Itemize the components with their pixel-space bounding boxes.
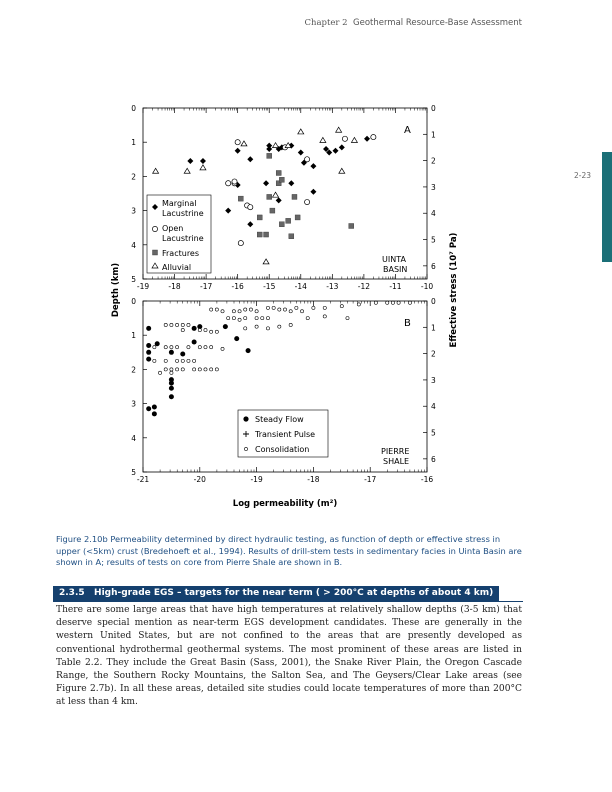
data-point-consolidation: [357, 303, 360, 306]
legend-fractures-marker: [153, 250, 158, 255]
section-heading: [53, 586, 499, 601]
legend-open-marker: [152, 226, 157, 231]
data-point-consolidation: [266, 306, 269, 309]
data-point-consolidation: [249, 308, 252, 311]
data-point-consolidation: [181, 368, 184, 371]
data-point-marginal-lacustrine: [298, 149, 304, 155]
chapter-label: Chapter 2: [304, 18, 348, 28]
data-point-steady-flow: [146, 350, 151, 355]
data-point-consolidation: [255, 325, 258, 328]
data-point-consolidation: [289, 323, 292, 326]
chapter-title: Geothermal Resource-Base Assessment: [353, 18, 522, 28]
data-point-steady-flow: [192, 340, 197, 345]
data-point-consolidation: [408, 301, 411, 304]
data-point-consolidation: [175, 346, 178, 349]
legend-steady-marker: [243, 416, 248, 421]
data-point-fractures: [292, 194, 297, 199]
data-point-consolidation: [221, 310, 224, 313]
data-point-consolidation: [255, 317, 258, 320]
data-point-consolidation: [164, 323, 167, 326]
x-axis-label: Log permeability (m²): [232, 499, 338, 509]
x-tick-label: -16: [231, 282, 244, 291]
panel-b-basin-line1: PIERRE: [381, 447, 410, 456]
data-point-fractures: [270, 208, 275, 213]
y2-tick-label: 5: [431, 235, 436, 245]
data-point-fractures: [286, 218, 291, 223]
data-point-marginal-lacustrine: [247, 221, 253, 227]
data-point-marginal-lacustrine: [266, 146, 272, 152]
y-tick-label: 1: [131, 331, 136, 341]
data-point-open-lacustrine: [304, 157, 309, 162]
data-point-consolidation: [170, 346, 173, 349]
data-point-open-lacustrine: [342, 136, 347, 141]
data-point-consolidation: [266, 317, 269, 320]
y-tick-label: 2: [131, 365, 136, 375]
y-tick-label: 4: [131, 240, 136, 250]
figure-caption: Figure 2.10b Permeability determined by direct hydraulic testing, as function of depth or effective stress in upper (<5km) crust (Bredehoeft et al., 1994). Results of drill-stem tests in sedimentary facies in Uinta Basin are shown in A; results of tests on core from Pierre Shale are shown in B.: [56, 534, 522, 568]
data-point-fractures: [264, 232, 269, 237]
panel-b-letter: B: [404, 318, 411, 329]
data-point-consolidation: [386, 301, 389, 304]
data-point-marginal-lacustrine: [263, 180, 269, 186]
x-tick-label: -18: [307, 475, 320, 484]
legend-open-line1: Open: [162, 224, 184, 233]
data-point-consolidation: [210, 346, 213, 349]
legend-marginal-line1: Marginal: [162, 199, 197, 208]
data-point-consolidation: [244, 308, 247, 311]
data-point-consolidation: [170, 323, 173, 326]
x-tick-label: -12: [357, 282, 371, 291]
y-tick-label: 1: [131, 138, 136, 148]
y2-tick-label: 3: [431, 182, 436, 192]
x-tick-label: -18: [168, 282, 181, 291]
legend-transient-label: Transient Pulse: [255, 430, 316, 439]
data-point-consolidation: [278, 325, 281, 328]
data-point-marginal-lacustrine: [310, 189, 316, 195]
data-point-consolidation: [283, 308, 286, 311]
data-point-consolidation: [193, 359, 196, 362]
data-point-steady-flow: [152, 405, 157, 410]
legend-consolidation-marker: [244, 447, 247, 450]
y2-tick-label: 0: [431, 104, 436, 113]
y-tick-label: 5: [131, 468, 136, 477]
data-point-consolidation: [278, 308, 281, 311]
x-tick-label: -11: [389, 282, 402, 291]
data-point-consolidation: [323, 315, 326, 318]
data-point-alluvial: [273, 192, 279, 197]
data-point-alluvial: [298, 129, 304, 134]
data-point-marginal-lacustrine: [364, 136, 370, 142]
data-point-steady-flow: [223, 324, 228, 329]
x-tick-label: -10: [420, 282, 434, 291]
y2-tick-label: 4: [431, 209, 436, 219]
data-point-open-lacustrine: [304, 199, 309, 204]
legend-steady-label: Steady Flow: [255, 415, 304, 424]
legend-alluvial-label: Alluvial: [162, 263, 192, 272]
y2-tick-label: 1: [431, 130, 436, 140]
y2-tick-label: 1: [431, 323, 436, 333]
data-point-consolidation: [187, 359, 190, 362]
data-point-consolidation: [244, 327, 247, 330]
data-point-steady-flow: [169, 394, 174, 399]
y-tick-label: 3: [131, 206, 136, 216]
x-tick-label: -20: [193, 475, 206, 484]
data-point-alluvial: [351, 137, 357, 142]
page-number: 2-23: [574, 171, 592, 180]
y-axis-label: Depth (km): [111, 262, 121, 318]
data-point-steady-flow: [234, 336, 239, 341]
data-point-consolidation: [181, 323, 184, 326]
data-point-consolidation: [175, 323, 178, 326]
data-point-steady-flow: [180, 352, 185, 357]
data-point-consolidation: [198, 368, 201, 371]
data-point-consolidation: [210, 308, 213, 311]
data-point-marginal-lacustrine: [310, 163, 316, 169]
data-point-alluvial: [336, 127, 342, 132]
legend-marginal-line2: Lacustrine: [162, 209, 204, 218]
panel-a-legend: [147, 195, 211, 273]
y2-tick-label: 3: [431, 375, 436, 385]
data-point-steady-flow: [246, 348, 251, 353]
data-point-consolidation: [215, 330, 218, 333]
data-point-consolidation: [198, 328, 201, 331]
x-tick-label: -21: [136, 475, 150, 484]
data-point-marginal-lacustrine: [200, 158, 206, 164]
data-point-alluvial: [339, 168, 345, 173]
data-point-fractures: [267, 194, 272, 199]
data-point-marginal-lacustrine: [276, 197, 282, 203]
data-point-alluvial: [153, 168, 159, 173]
data-point-marginal-lacustrine: [247, 156, 253, 162]
data-point-consolidation: [346, 317, 349, 320]
data-point-consolidation: [187, 346, 190, 349]
data-point-fractures: [276, 170, 281, 175]
data-point-steady-flow: [146, 326, 151, 331]
y2-tick-label: 2: [431, 156, 436, 166]
x-tick-label: -15: [263, 282, 276, 291]
data-point-steady-flow: [146, 406, 151, 411]
y-tick-label: 0: [131, 297, 136, 306]
data-point-consolidation: [170, 368, 173, 371]
data-point-consolidation: [391, 301, 394, 304]
data-point-consolidation: [295, 306, 298, 309]
data-point-open-lacustrine: [226, 181, 231, 186]
y-tick-label: 0: [131, 104, 136, 113]
data-point-marginal-lacustrine: [332, 148, 338, 154]
data-point-steady-flow: [169, 386, 174, 391]
data-point-steady-flow: [155, 341, 160, 346]
data-point-consolidation: [210, 330, 213, 333]
data-point-consolidation: [255, 310, 258, 313]
legend-open-line2: Lacustrine: [162, 234, 204, 243]
data-point-consolidation: [238, 318, 241, 321]
y2-tick-label: 6: [431, 454, 436, 464]
data-point-marginal-lacustrine: [225, 208, 231, 214]
data-point-consolidation: [187, 323, 190, 326]
data-point-steady-flow: [146, 343, 151, 348]
y-tick-label: 2: [131, 172, 136, 182]
data-point-consolidation: [164, 346, 167, 349]
data-point-consolidation: [306, 317, 309, 320]
data-point-fractures: [257, 215, 262, 220]
panel-a-letter: A: [404, 125, 411, 136]
data-point-fractures: [257, 232, 262, 237]
x-tick-label: -17: [199, 282, 213, 291]
data-point-fractures: [279, 177, 284, 182]
panel-b-chart: [131, 297, 436, 484]
data-point-consolidation: [193, 368, 196, 371]
data-point-consolidation: [175, 359, 178, 362]
data-point-steady-flow: [192, 326, 197, 331]
data-point-consolidation: [204, 368, 207, 371]
y2-tick-label: 4: [431, 402, 436, 412]
x-tick-label: -16: [420, 475, 434, 484]
data-point-consolidation: [340, 305, 343, 308]
data-point-consolidation: [164, 368, 167, 371]
data-point-steady-flow: [146, 357, 151, 362]
legend-fractures-label: Fractures: [162, 249, 200, 258]
x-tick-label: -13: [326, 282, 339, 291]
data-point-open-lacustrine: [371, 134, 376, 139]
data-point-marginal-lacustrine: [288, 180, 294, 186]
data-point-open-lacustrine: [232, 179, 237, 184]
data-point-consolidation: [300, 310, 303, 313]
section-paragraph: There are some large areas that have high temperatures at relatively shallow depths (3-5 km) that deserve special mention as near-term EGS development candidates. These are generally in the western United States, but are not confined to the areas that are presently developed as conventional hydrothermal geothermal systems. The most prominent of these areas are listed in Table 2.2. They include the Great Basin (Sass, 2001), the Snake River Plain, the Oregon Cascade Range, the Southern Rocky Mountains, the Salton Sea, and The Geysers/Clear Lake areas (see Figure 2.7b). In all these areas, detailed site studies could locate temperatures of more than 200°C at less than 4 km.: [56, 605, 522, 708]
data-point-alluvial: [184, 168, 190, 173]
x-tick-label: -14: [294, 282, 307, 291]
data-point-consolidation: [215, 308, 218, 311]
data-point-fractures: [295, 215, 300, 220]
section-rule: [53, 601, 523, 602]
y-tick-label: 3: [131, 399, 136, 409]
data-point-consolidation: [227, 317, 230, 320]
data-point-consolidation: [244, 317, 247, 320]
section-title: High-grade EGS – targets for the near term ( > 200°C at depths of about 4 km): [94, 588, 494, 598]
data-point-consolidation: [198, 346, 201, 349]
data-point-consolidation: [175, 368, 178, 371]
data-point-steady-flow: [169, 381, 174, 386]
panel-a-basin-line1: UINTA: [382, 255, 406, 264]
data-point-consolidation: [261, 317, 264, 320]
data-point-consolidation: [210, 368, 213, 371]
panel-b-legend: [238, 410, 328, 457]
data-point-consolidation: [204, 328, 207, 331]
x-tick-label: -19: [250, 475, 263, 484]
y2-axis-label: Effective stress (10⁷ Pa): [449, 232, 459, 348]
data-point-consolidation: [181, 359, 184, 362]
data-point-consolidation: [323, 306, 326, 309]
data-point-consolidation: [312, 306, 315, 309]
data-point-steady-flow: [169, 350, 174, 355]
data-point-consolidation: [232, 317, 235, 320]
data-point-consolidation: [272, 306, 275, 309]
data-point-steady-flow: [152, 411, 157, 416]
data-point-fractures: [238, 196, 243, 201]
data-point-alluvial: [320, 137, 326, 142]
section-number: 2.3.5: [59, 588, 85, 598]
data-point-consolidation: [232, 310, 235, 313]
data-point-fractures: [289, 234, 294, 239]
legend-consolidation-label: Consolidation: [255, 445, 310, 454]
x-tick-label: -19: [136, 282, 150, 291]
panel-a-chart: [131, 104, 436, 291]
data-point-consolidation: [266, 327, 269, 330]
data-point-open-lacustrine: [235, 140, 240, 145]
y-tick-label: 5: [131, 275, 136, 284]
y2-tick-label: 0: [431, 297, 436, 306]
panel-b-basin-line2: SHALE: [383, 457, 410, 466]
data-point-consolidation: [204, 346, 207, 349]
y-tick-label: 4: [131, 433, 136, 443]
data-point-fractures: [279, 222, 284, 227]
data-point-alluvial: [200, 165, 206, 170]
y2-tick-label: 5: [431, 428, 436, 438]
data-point-marginal-lacustrine: [339, 144, 345, 150]
data-point-consolidation: [397, 301, 400, 304]
x-tick-label: -17: [364, 475, 377, 484]
data-point-consolidation: [221, 347, 224, 350]
data-point-consolidation: [158, 371, 161, 374]
y2-tick-label: 2: [431, 349, 436, 359]
data-point-alluvial: [241, 141, 247, 146]
data-point-consolidation: [181, 328, 184, 331]
data-point-consolidation: [170, 371, 173, 374]
panel-a-basin-line2: BASIN: [383, 265, 408, 274]
data-point-marginal-lacustrine: [187, 158, 193, 164]
data-point-consolidation: [238, 310, 241, 313]
data-point-consolidation: [153, 346, 156, 349]
data-point-consolidation: [289, 310, 292, 313]
data-point-alluvial: [273, 143, 279, 148]
data-point-open-lacustrine: [248, 205, 253, 210]
data-point-consolidation: [153, 359, 156, 362]
y2-tick-label: 6: [431, 261, 436, 271]
data-point-open-lacustrine: [238, 240, 243, 245]
data-point-fractures: [267, 153, 272, 158]
data-point-marginal-lacustrine: [235, 148, 241, 154]
data-point-fractures: [349, 223, 354, 228]
data-point-consolidation: [215, 368, 218, 371]
data-point-consolidation: [374, 301, 377, 304]
data-point-consolidation: [164, 359, 167, 362]
data-point-alluvial: [263, 259, 269, 264]
